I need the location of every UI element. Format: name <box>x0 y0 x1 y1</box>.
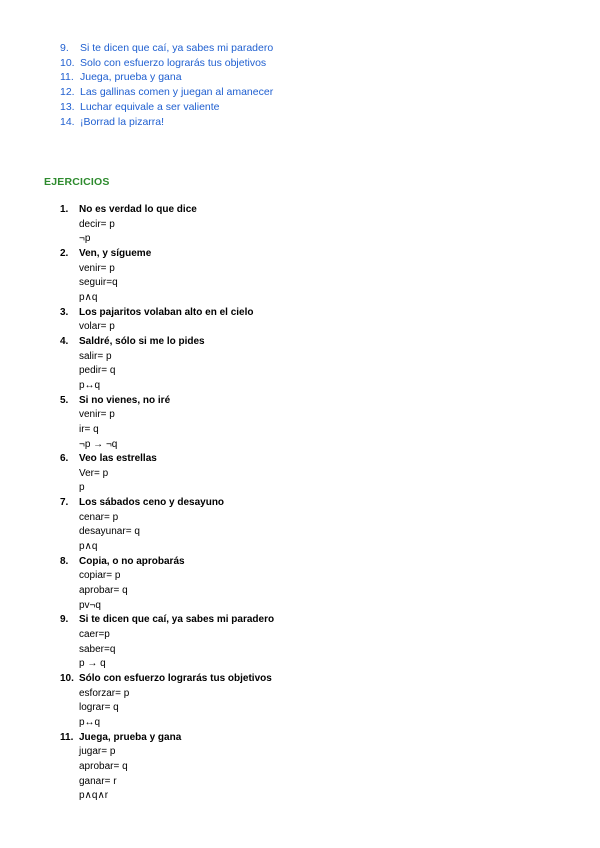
exercise-number: 10. <box>60 673 74 684</box>
exercise-line: p∧q <box>79 541 98 553</box>
toc-item[interactable] <box>60 70 273 85</box>
toc-item[interactable] <box>60 41 273 56</box>
exercise-title <box>60 335 274 350</box>
exercise-title <box>60 394 274 409</box>
toc-number: 12. <box>60 86 75 99</box>
exercise-line: esforzar= p <box>79 687 130 699</box>
toc-number: 14. <box>60 115 75 128</box>
exercise-number: 5. <box>60 394 69 406</box>
toc-number: 10. <box>60 56 75 69</box>
exercise-line: aprobar= q <box>79 585 128 597</box>
exercise-title-text: Veo las estrellas <box>79 453 157 465</box>
exercise-item <box>60 731 274 804</box>
exercise-item <box>60 613 274 672</box>
exercise-line: p∧q∧r <box>79 790 109 802</box>
exercise-number: 4. <box>60 335 69 347</box>
toc-text: Solo con esfuerzo lograrás tus objetivos <box>80 56 267 69</box>
exercise-line: p↔q <box>79 716 101 728</box>
exercise-line: ir= q <box>79 423 99 435</box>
toc-text: Si te dicen que caí, ya sabes mi paradero <box>80 42 274 54</box>
exercise-title <box>60 247 274 262</box>
exercise-line: p∧q <box>79 291 98 303</box>
exercise-line: pedir= q <box>79 365 116 377</box>
exercise-list <box>60 203 274 804</box>
exercise-line: venir= p <box>79 409 115 421</box>
exercise-title-text: No es verdad lo que dice <box>79 204 197 215</box>
exercise-line: saber=q <box>79 643 116 655</box>
exercise-item <box>60 672 274 731</box>
exercise-number: 2. <box>60 247 69 259</box>
exercise-title <box>60 672 274 687</box>
exercise-line: p → q <box>79 658 106 670</box>
exercise-number: 7. <box>60 497 69 509</box>
exercise-title <box>60 555 274 570</box>
toc-list <box>60 41 273 129</box>
exercise-number: 1. <box>60 204 69 215</box>
toc-text: Las gallinas comen y juegan al amanecer <box>80 86 274 99</box>
toc-text: Juega, prueba y gana <box>80 71 182 84</box>
exercise-title <box>60 452 274 467</box>
exercise-number: 11. <box>60 731 74 743</box>
exercise-title-text: Copia, o no aprobarás <box>79 555 185 567</box>
exercise-line: aprobar= q <box>79 760 128 772</box>
toc-number: 9. <box>60 42 69 54</box>
exercise-item <box>60 335 274 394</box>
toc-item[interactable] <box>60 56 273 71</box>
exercise-title-text: Los sábados ceno y desayuno <box>79 497 225 509</box>
exercise-line: p↔q <box>79 379 101 391</box>
toc-text: ¡Borrad la pizarra! <box>80 115 165 128</box>
exercise-number: 6. <box>60 453 69 465</box>
exercise-line: salir= p <box>79 350 112 362</box>
exercise-line: p <box>79 482 85 494</box>
section-heading: EJERCICIOS <box>44 176 110 188</box>
exercise-line: volar= p <box>79 321 115 333</box>
exercise-title <box>60 731 274 746</box>
exercise-title-text: Si no vienes, no iré <box>79 394 171 406</box>
exercise-line: seguir=q <box>79 277 118 289</box>
exercise-line: venir= p <box>79 262 115 274</box>
exercise-line: ¬p <box>79 233 91 245</box>
exercise-item <box>60 247 274 306</box>
toc-number: 13. <box>60 100 75 113</box>
toc-item[interactable] <box>60 85 273 100</box>
exercise-title-text: Saldré, sólo si me lo pides <box>79 335 205 347</box>
exercise-item <box>60 496 274 555</box>
exercise-title <box>60 306 274 321</box>
toc-text: Luchar equivale a ser valiente <box>80 100 220 113</box>
exercise-number: 9. <box>60 614 69 626</box>
exercise-line: decir= p <box>79 218 115 230</box>
exercise-number: 3. <box>60 306 69 318</box>
exercise-title-text: Los pajaritos volaban alto en el cielo <box>79 306 254 318</box>
exercise-line: lograr= q <box>79 702 119 714</box>
exercise-line: cenar= p <box>79 511 119 523</box>
exercise-title-text: Si te dicen que caí, ya sabes mi paradero <box>79 614 275 626</box>
exercise-line: copiar= p <box>79 570 121 582</box>
exercise-item <box>60 452 274 496</box>
exercise-line: ¬p → ¬q <box>79 438 118 450</box>
exercise-line: pv¬q <box>79 599 101 611</box>
exercise-number: 8. <box>60 555 69 567</box>
exercise-line: desayunar= q <box>79 526 140 538</box>
exercise-line: Ver= p <box>79 467 109 479</box>
exercise-title <box>60 496 274 511</box>
toc-item[interactable] <box>60 115 273 130</box>
exercise-item <box>60 203 274 247</box>
exercise-item <box>60 306 274 335</box>
exercise-title <box>60 203 274 218</box>
exercise-title <box>60 613 274 628</box>
toc-item[interactable] <box>60 100 273 115</box>
exercise-title-text: Juega, prueba y gana <box>79 731 182 743</box>
exercise-line: jugar= p <box>79 746 116 758</box>
exercise-title-text: Ven, y sígueme <box>79 247 152 259</box>
exercise-line: caer=p <box>79 629 110 641</box>
exercise-item <box>60 555 274 614</box>
toc-number: 11. <box>60 71 74 84</box>
exercise-item <box>60 394 274 453</box>
exercise-title-text: Sólo con esfuerzo lograrás tus objetivos <box>79 673 272 684</box>
exercise-line: ganar= r <box>79 775 117 787</box>
